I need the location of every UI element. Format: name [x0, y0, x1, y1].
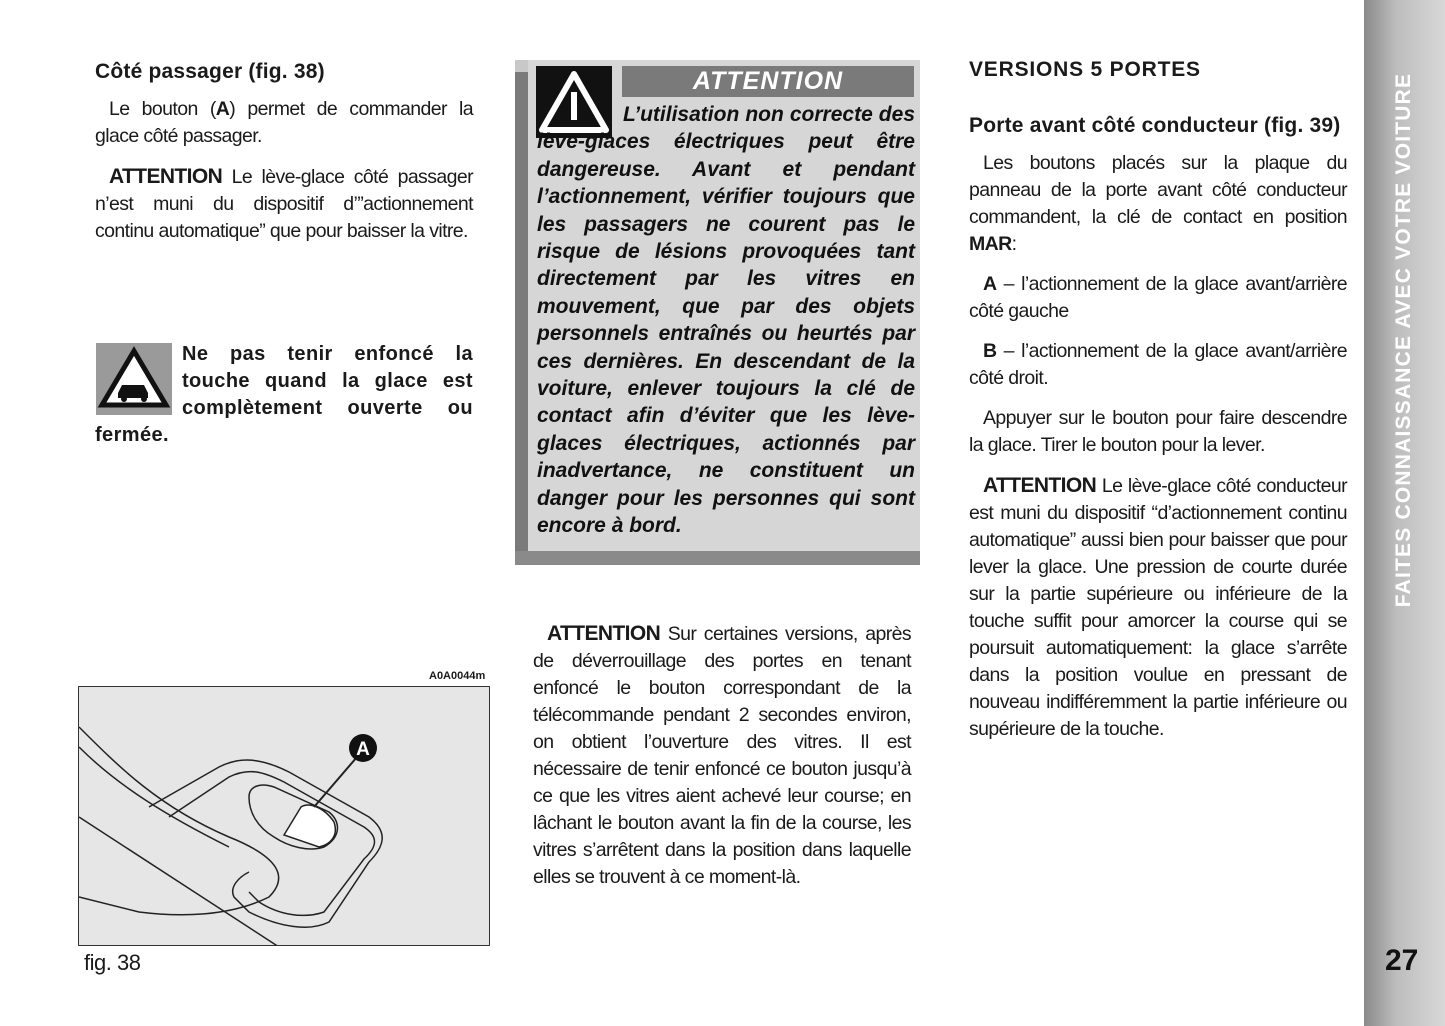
section-heading: Côté passager (fig. 38)	[95, 60, 325, 83]
section-heading: VERSIONS 5 PORTES	[969, 58, 1201, 81]
car-warning-icon	[96, 343, 172, 415]
page-number: 27	[1385, 944, 1419, 977]
item-a: A – l’actionnement de la glace avant/arrière côté gauche	[969, 273, 1347, 322]
figure-38-illustration	[78, 686, 490, 946]
caution-text: Ne pas tenir enfoncé la touche quand la glace est complètement ouverte ou fermée.	[95, 343, 473, 446]
paragraph-attention: ATTENTION Le lève-glace côté passager n’est muni du dispositif d’”actionnement continu automatique” que pour baisser la vitre.	[95, 165, 473, 242]
paragraph-attention-driver: ATTENTION Le lève-glace côté conducteur est muni du dispositif “d’actionnement continu automatique” aussi bien pour baisser que pour lever la glace. Une pression de courte durée sur la partie supérieure ou inférieure de la touche suffit pour amorcer la course qui se poursuit automatiquement: la glace s’arrête dans la position voulue en pressant de nouveau indifféremment la partie inférieure ou supérieure de la touche.	[969, 474, 1347, 740]
warning-text: L’utilisation non correcte des lève-glaces électriques peut être dangereuse. Avant et pendant l’actionnement, vérifier toujours que les passagers ne courent pas le risque de lésions provoquées tant directement par les vitres en mouvement, que par des objets personnels entraînés ou heurtés par ces dernières. En descendant de la voiture, enlever toujours la clé de contact afin d’éviter que les lève-glaces électriques, actionnés par inadvertance, ne constituent un danger pour les personnes qui sont encore à bord.	[537, 103, 915, 538]
warning-title: ATTENTION	[622, 66, 914, 97]
callout-label-a: A	[356, 739, 370, 760]
item-b: B – l’actionnement de la glace avant/arrière côté droit.	[969, 340, 1347, 389]
chapter-title: FAITES CONNAISSANCE AVEC VOTRE VOITURE	[1392, 72, 1415, 608]
column-5-doors	[969, 56, 1347, 756]
sub-heading: Porte avant côté conducteur (fig. 39)	[969, 114, 1341, 137]
caution-block	[95, 341, 473, 449]
paragraph-attention-remote: ATTENTION Sur certaines versions, après de déverrouillage des portes en tenant enfoncé le bouton correspondant de la télécommande pendant 2 secondes environ, on obtient l’ouverture des vitres. Il est nécessaire de tenir enfoncé ce bouton jusqu’à ce que les vitres aient achevé leur course; en lâchant le bouton avant la fin de la course, les vitres s’arrêtent dans la position dans laquelle elles se trouvent à ce moment-là.	[533, 622, 911, 888]
paragraph-buttons: Les boutons placés sur la plaque du panneau de la porte avant côté conducteur commandent, la clé de contact en position MAR:	[969, 152, 1347, 255]
paragraph-press: Appuyer sur le bouton pour faire descendre la glace. Tirer le bouton pour la lever.	[969, 407, 1347, 456]
column-passenger	[95, 58, 473, 258]
figure-caption: fig. 38	[84, 950, 141, 975]
figure-code: A0A0044m	[429, 670, 486, 682]
column-remote	[533, 620, 911, 904]
paragraph-button-a: Le bouton (A) permet de commander la glace côté passager.	[95, 98, 474, 147]
